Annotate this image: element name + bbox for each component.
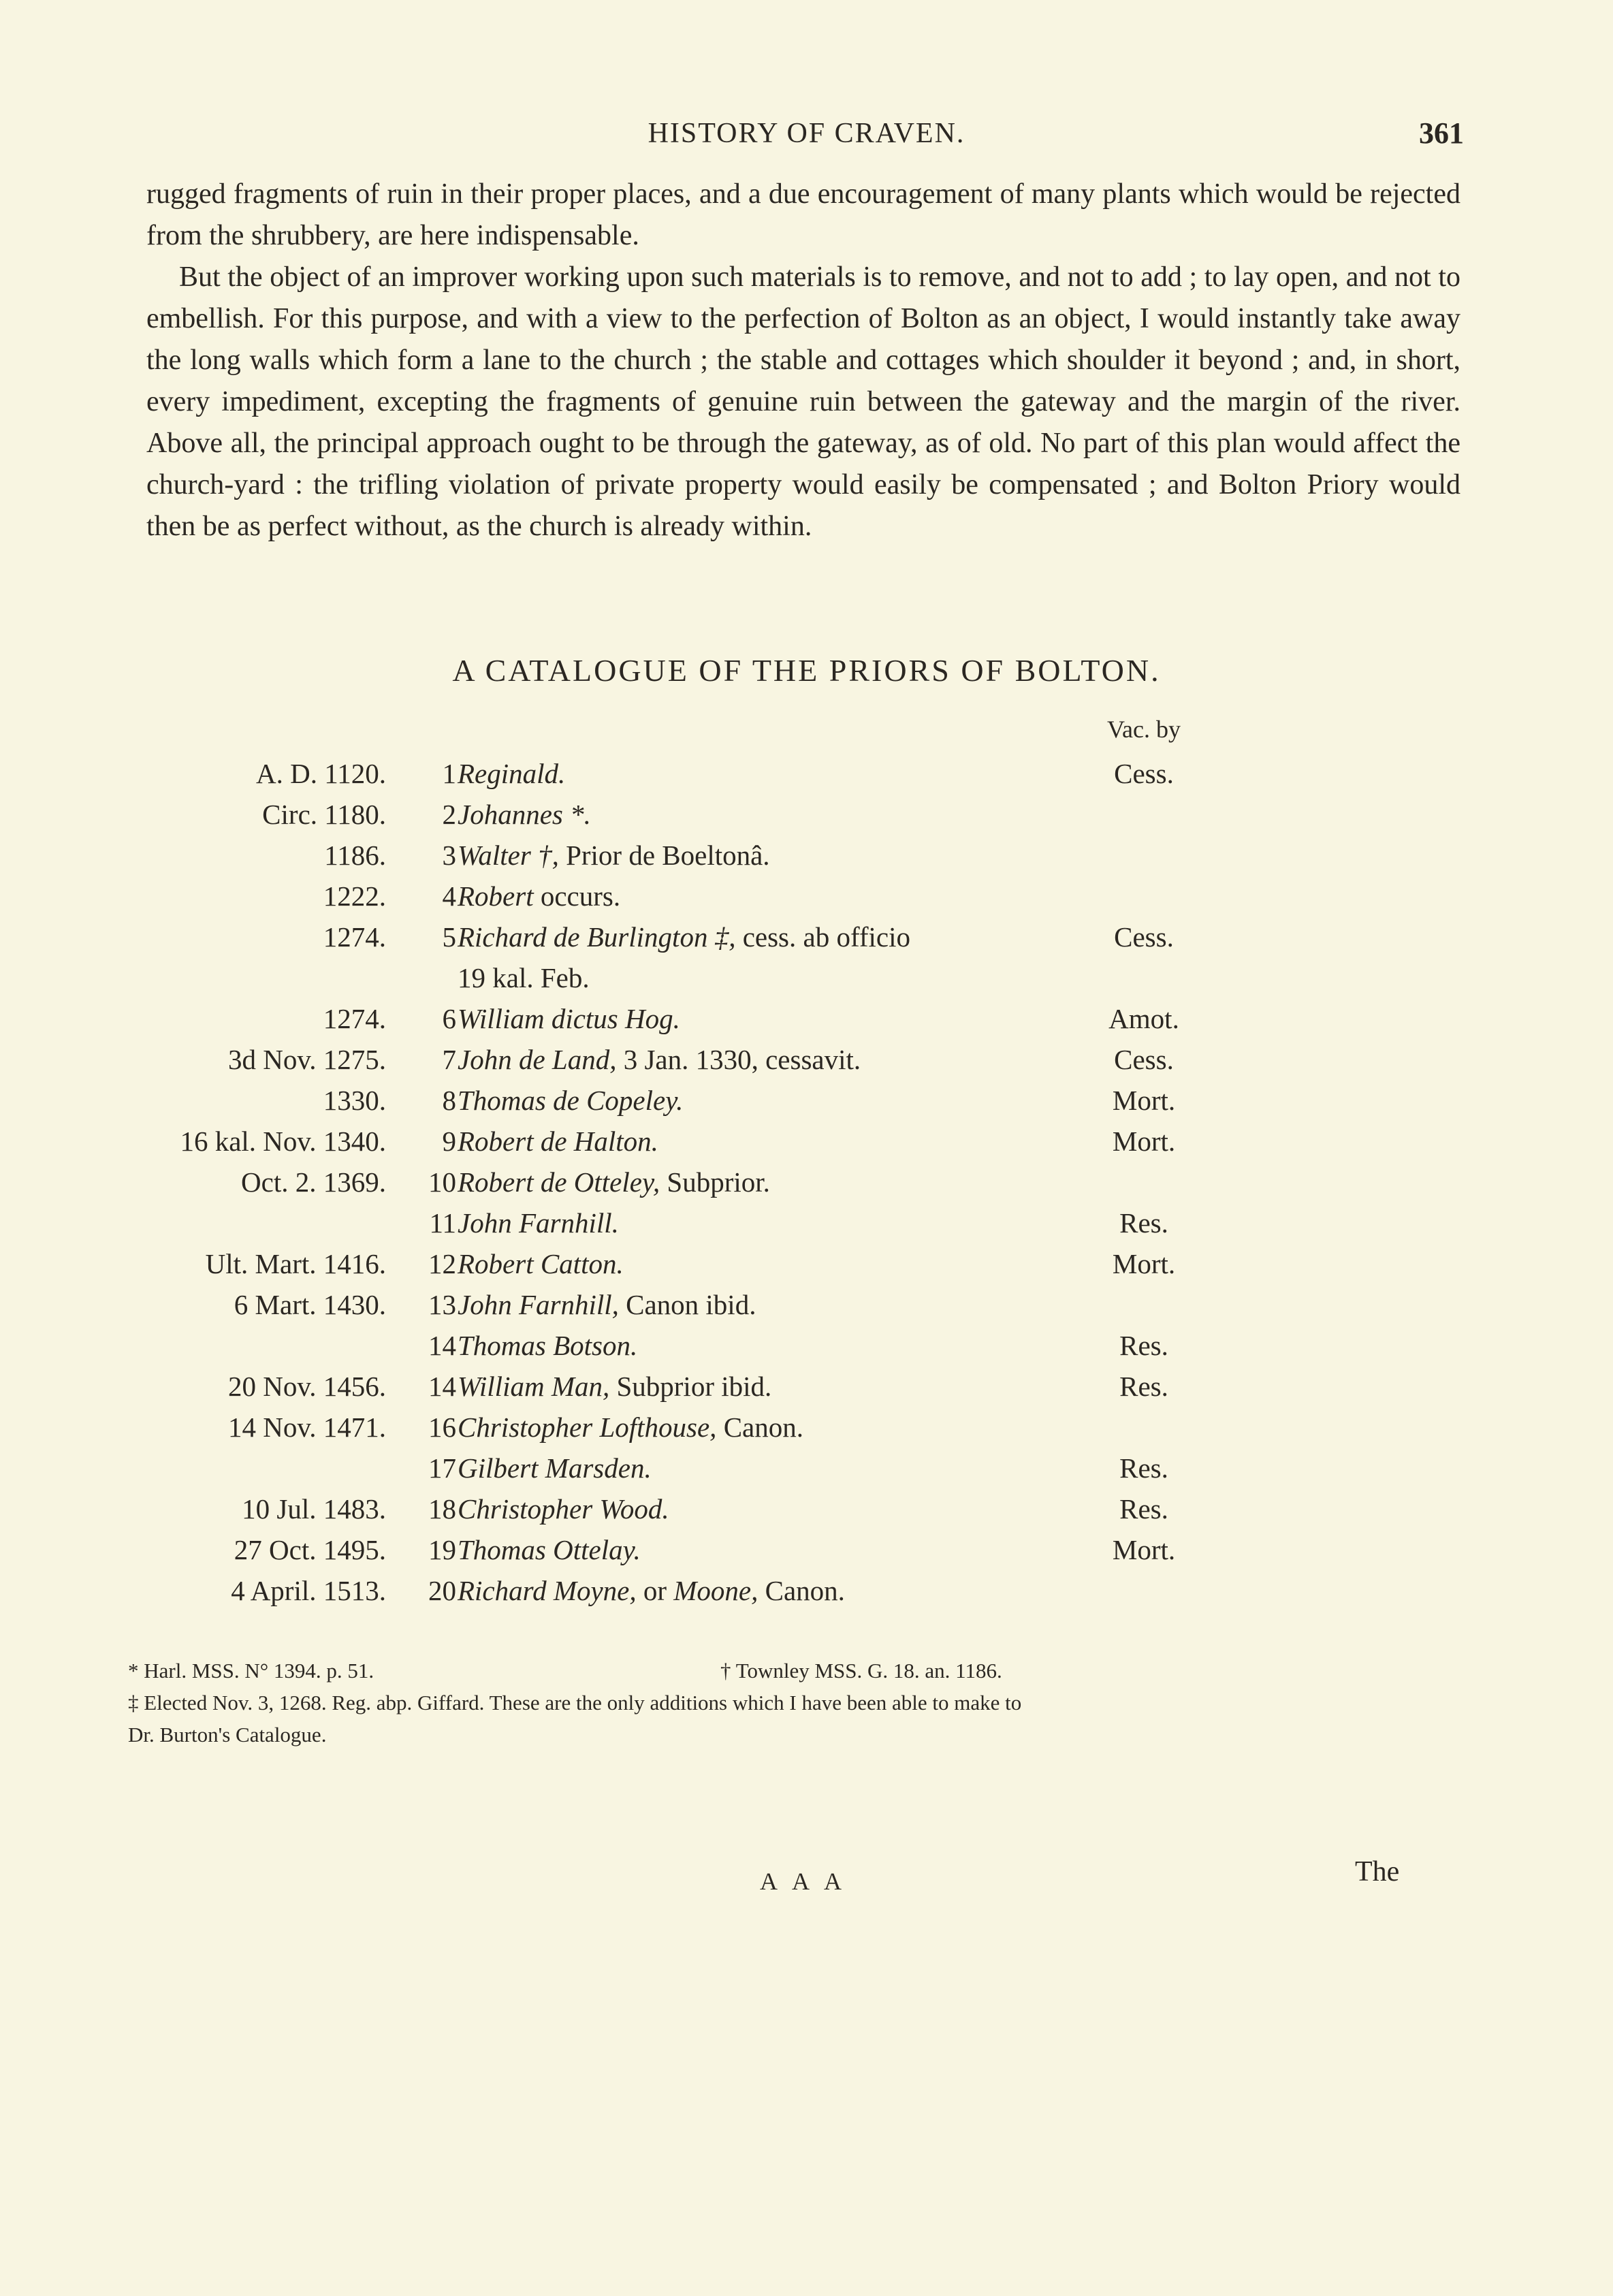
prior-date: 1274.: [323, 1003, 386, 1034]
catalogue-row: [0, 1574, 1613, 1615]
footnote-line: [128, 1687, 1463, 1719]
prior-name: Walter †,: [458, 840, 559, 871]
footnote-elected-continued: Dr. Burton's Catalogue.: [128, 1723, 327, 1747]
prior-note: Canon.: [716, 1412, 803, 1443]
prior-entry: [458, 1574, 845, 1607]
catalogue-row: [0, 839, 1613, 880]
prior-note: cess. ab officio: [735, 921, 911, 953]
prior-date: 6 Mart. 1430.: [234, 1289, 386, 1320]
catalogue-row: [0, 1002, 1613, 1043]
prior-name: John de Land,: [458, 1044, 617, 1075]
prior-entry: [458, 961, 590, 994]
prior-entry: [458, 1166, 770, 1198]
prior-name: Johannes *.: [458, 799, 591, 830]
prior-date: A. D. 1120.: [256, 758, 386, 789]
catalogue-row: [0, 1125, 1613, 1166]
prior-date: 1186.: [324, 840, 386, 871]
vacated-by: Mort.: [1112, 1534, 1176, 1565]
prior-entry: [458, 1533, 641, 1566]
prior-name: Thomas Botson.: [458, 1330, 638, 1361]
page-number: 361: [1419, 116, 1464, 150]
prior-note: or: [636, 1575, 674, 1606]
prior-number: 12: [428, 1248, 456, 1279]
prior-number: 7: [442, 1044, 456, 1075]
prior-entry: [458, 1125, 658, 1158]
catalogue-row: [0, 961, 1613, 1002]
prior-note: Canon.: [758, 1575, 845, 1606]
vacated-by: Res.: [1119, 1330, 1168, 1361]
catalogue-row: [0, 1043, 1613, 1084]
footnote-line: [128, 1719, 1463, 1751]
prior-entry: [458, 1207, 619, 1239]
prior-entry: [458, 798, 591, 831]
vacated-by: Amot.: [1108, 1003, 1179, 1034]
prior-entry: [458, 1288, 756, 1321]
catchword: The: [1355, 1856, 1400, 1887]
prior-name: Christopher Wood.: [458, 1493, 669, 1525]
vacated-by-header: Vac. by: [1107, 716, 1181, 743]
prior-entry: [458, 1043, 861, 1076]
prior-number: 14: [428, 1330, 456, 1361]
prior-number: 8: [442, 1085, 456, 1116]
prior-note: occurs.: [533, 880, 621, 912]
prior-name: Thomas Ottelay.: [458, 1534, 641, 1565]
vacated-by: Res.: [1119, 1207, 1168, 1239]
prior-entry: [458, 1452, 652, 1484]
footnote-townley: † Townley MSS. G. 18. an. 1186.: [720, 1659, 1002, 1683]
prior-name: Thomas de Copeley.: [458, 1085, 684, 1116]
prior-date: 14 Nov. 1471.: [228, 1412, 386, 1443]
catalogue-row: [0, 1370, 1613, 1411]
vacated-by: Mort.: [1112, 1248, 1176, 1279]
vacated-by: Res.: [1119, 1493, 1168, 1525]
prior-number: 5: [442, 921, 456, 953]
prior-note: Subprior ibid.: [609, 1371, 772, 1402]
catalogue-row: [0, 1084, 1613, 1125]
prior-entry: [458, 880, 620, 912]
prior-note: Subprior.: [660, 1166, 770, 1198]
prior-date: 4 April. 1513.: [231, 1575, 386, 1606]
paragraph: But the object of an improver working upon such materials is to remove, and not to add ; to lay open, and not to embellish. For this purpose, and with a view to the perfection of Bolton as an object, I would instantly take away the long walls which form a lane to the church ; the stable and cottages which shoulder it beyond ; and, in short, every impediment, excepting the fragments of genuine ruin between the gateway and the margin of the river. Above all, the principal approach ought to be through the gateway, as of old. No part of this plan would affect the church-yard : the trifling violation of private property would easily be compensated ; and Bolton Priory would then be as perfect without, as the church is already within.: [146, 261, 1460, 542]
prior-number: 14: [428, 1371, 456, 1402]
prior-number: 18: [428, 1493, 456, 1525]
prior-name: Richard Moyne,: [458, 1575, 637, 1606]
prior-entry: [458, 757, 565, 790]
prior-name: John Farnhill.: [458, 1207, 619, 1239]
priors-catalogue: [0, 757, 1613, 1615]
catalogue-row: [0, 1411, 1613, 1452]
prior-date: Ult. Mart. 1416.: [205, 1248, 386, 1279]
running-title: HISTORY OF CRAVEN.: [648, 118, 965, 149]
prior-entry: [458, 1493, 669, 1525]
prior-date: Oct. 2. 1369.: [241, 1166, 386, 1198]
prior-number: 6: [442, 1003, 456, 1034]
prior-number: 4: [442, 880, 456, 912]
catalogue-row: [0, 1166, 1613, 1207]
prior-number: 11: [429, 1207, 456, 1239]
prior-name: William Man,: [458, 1371, 610, 1402]
prior-entry: [458, 1411, 803, 1444]
paragraph: rugged fragments of ruin in their proper places, and a due encouragement of many plants which would be rejected from the shrubbery, are here indispensable.: [146, 178, 1460, 251]
prior-entry: [458, 1329, 637, 1362]
prior-date: 27 Oct. 1495.: [234, 1534, 386, 1565]
prior-name: Robert de Otteley,: [458, 1166, 660, 1198]
catalogue-row: [0, 1452, 1613, 1493]
prior-name: John Farnhill,: [458, 1289, 619, 1320]
prior-date: 10 Jul. 1483.: [242, 1493, 386, 1525]
footnote-elected: ‡ Elected Nov. 3, 1268. Reg. abp. Giffard. These are the only additions which I have been able to make to: [128, 1691, 1022, 1715]
prior-number: 17: [428, 1452, 456, 1484]
prior-entry: [458, 1084, 683, 1117]
prior-note: Prior de Boeltonâ.: [558, 840, 770, 871]
catalogue-row: [0, 757, 1613, 798]
prior-date: 1330.: [323, 1085, 386, 1116]
prior-name: Robert de Halton.: [458, 1126, 658, 1157]
prior-number: 20: [428, 1575, 456, 1606]
prior-number: 9: [442, 1126, 456, 1157]
prior-number: 10: [428, 1166, 456, 1198]
prior-name: Christopher Lofthouse,: [458, 1412, 717, 1443]
prior-number: 1: [442, 758, 456, 789]
prior-number: 19: [428, 1534, 456, 1565]
vacated-by: Cess.: [1114, 758, 1174, 789]
prior-date: 3d Nov. 1275.: [228, 1044, 386, 1075]
vacated-by: Mort.: [1112, 1126, 1176, 1157]
vacated-by: Cess.: [1114, 1044, 1174, 1075]
body-text: [146, 174, 1460, 547]
prior-entry: [458, 1002, 680, 1035]
prior-date: 20 Nov. 1456.: [228, 1371, 386, 1402]
catalogue-row: [0, 1207, 1613, 1247]
prior-name: William dictus Hog.: [458, 1003, 680, 1034]
vacated-by: Res.: [1119, 1371, 1168, 1402]
prior-date: Circ. 1180.: [262, 799, 386, 830]
catalogue-row: [0, 1493, 1613, 1533]
vacated-by: Mort.: [1112, 1085, 1176, 1116]
prior-name: Robert Catton.: [458, 1248, 624, 1279]
prior-number: 16: [428, 1412, 456, 1443]
prior-note: 3 Jan. 1330, cessavit.: [616, 1044, 861, 1075]
catalogue-row: [0, 880, 1613, 921]
prior-entry: [458, 1370, 771, 1403]
prior-name: Reginald.: [458, 758, 566, 789]
prior-note: 19 kal. Feb.: [458, 962, 590, 993]
footnote-line: [128, 1655, 1463, 1687]
prior-name: Richard de Burlington ‡,: [458, 921, 736, 953]
signature-mark: A A A: [759, 1868, 848, 1895]
prior-date: 16 kal. Nov. 1340.: [180, 1126, 386, 1157]
catalogue-row: [0, 1329, 1613, 1370]
footnote-harl: * Harl. MSS. N° 1394. p. 51.: [128, 1659, 374, 1683]
prior-date: 1222.: [323, 880, 386, 912]
catalogue-row: [0, 798, 1613, 839]
prior-entry: [458, 921, 910, 953]
catalogue-row: [0, 921, 1613, 961]
prior-name: Robert: [458, 880, 534, 912]
prior-name: Gilbert Marsden.: [458, 1452, 652, 1484]
prior-number: 2: [442, 799, 456, 830]
prior-entry: [458, 839, 770, 872]
prior-name-alternate: Moone,: [673, 1575, 758, 1606]
prior-number: 13: [428, 1289, 456, 1320]
footnotes: [128, 1655, 1463, 1751]
prior-number: 3: [442, 840, 456, 871]
vacated-by: Res.: [1119, 1452, 1168, 1484]
prior-note: Canon ibid.: [618, 1289, 756, 1320]
vacated-by: Cess.: [1114, 921, 1174, 953]
catalogue-title: A CATALOGUE OF THE PRIORS OF BOLTON.: [452, 653, 1161, 688]
catalogue-row: [0, 1288, 1613, 1329]
catalogue-row: [0, 1533, 1613, 1574]
prior-entry: [458, 1247, 624, 1280]
catalogue-row: [0, 1247, 1613, 1288]
prior-date: 1274.: [323, 921, 386, 953]
